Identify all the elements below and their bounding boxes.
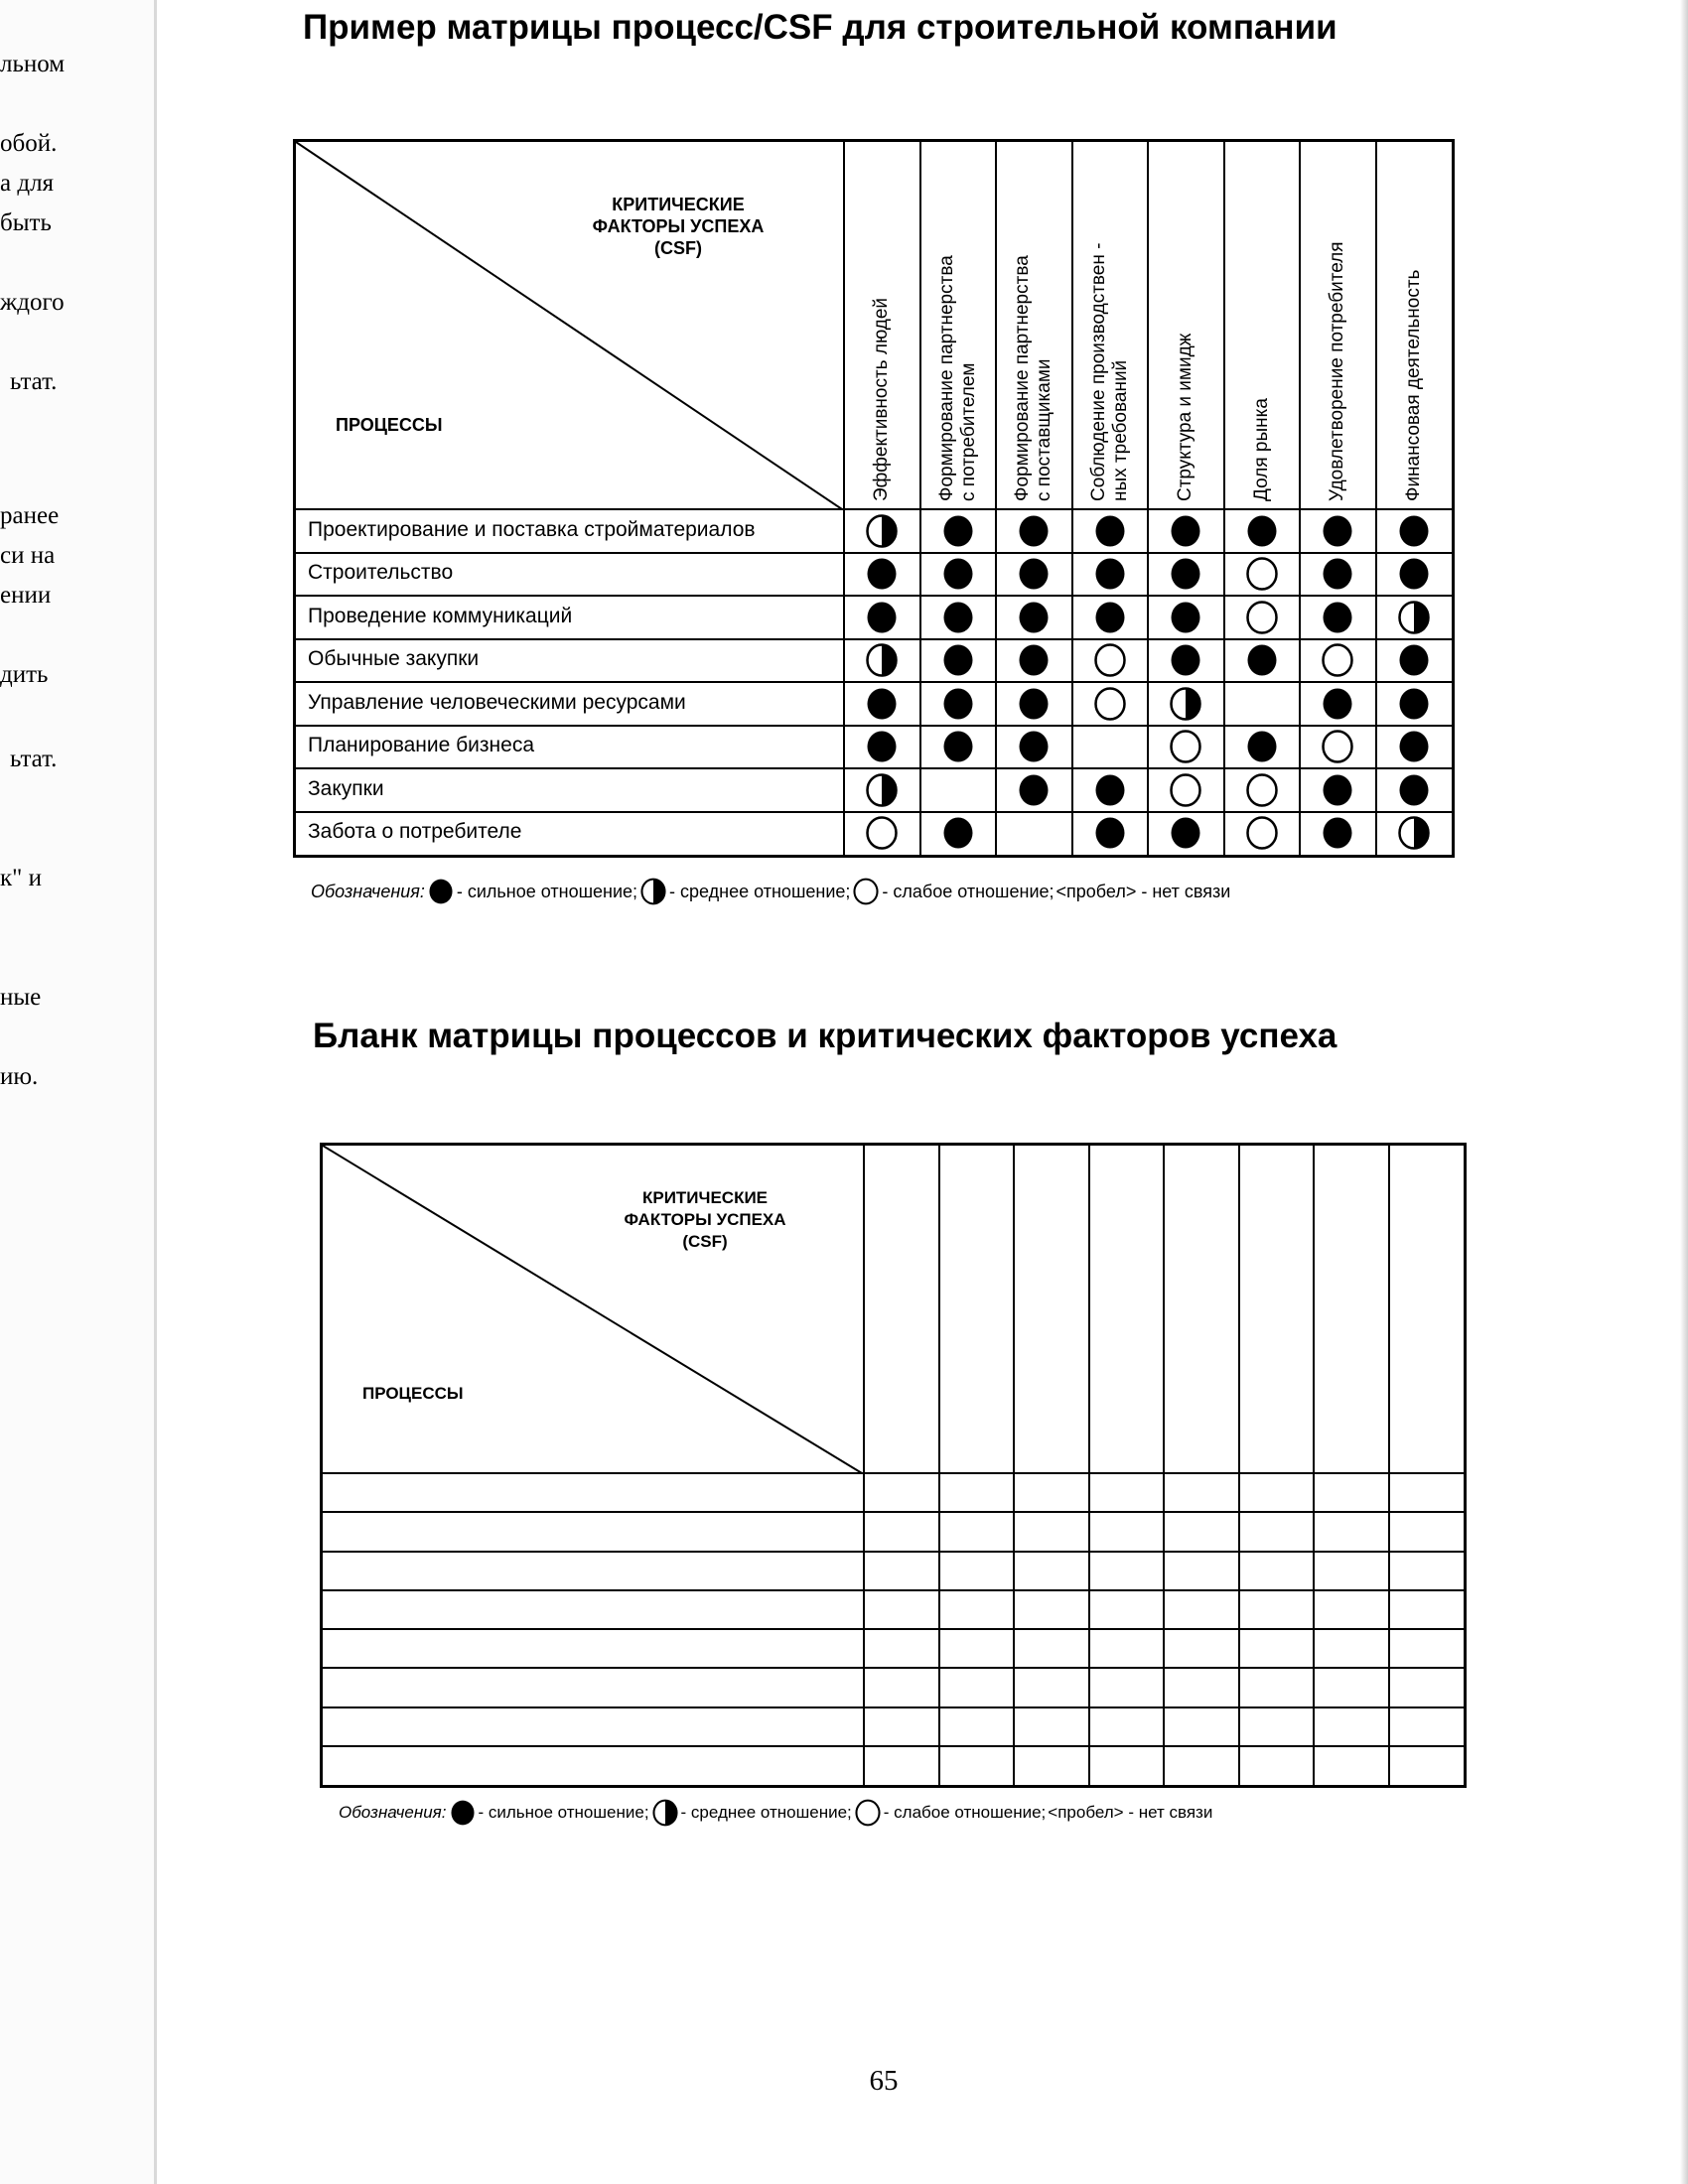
- weak-relation-icon: [1093, 687, 1127, 721]
- strong-relation-icon: [1093, 816, 1127, 850]
- row-divider: [323, 1472, 1464, 1474]
- strong-relation-icon: [1321, 557, 1354, 591]
- strong-relation-icon: [1017, 557, 1051, 591]
- example-matrix: [293, 139, 1455, 858]
- csf-header-line: (CSF): [654, 238, 702, 258]
- column-divider: [1088, 1146, 1090, 1785]
- strong-relation-icon: [1397, 557, 1431, 591]
- weak-relation-icon: [1321, 643, 1354, 677]
- legend-prefix: Обозначения:: [339, 1803, 447, 1822]
- strong-relation-icon: [1321, 773, 1354, 807]
- strong-relation-icon: [941, 514, 975, 548]
- strong-relation-icon: [1017, 601, 1051, 634]
- blank-matrix: [320, 1143, 1467, 1788]
- legend-medium: - среднее отношение;: [680, 1803, 852, 1822]
- process-row-label: Обычные закупки: [308, 647, 480, 671]
- strong-relation-icon: [865, 557, 899, 591]
- strong-relation-icon: [1169, 643, 1202, 677]
- row-divider: [323, 1589, 1464, 1591]
- legend-strong: - сильное отношение;: [478, 1803, 649, 1822]
- margin-text-fragment: си на: [0, 542, 56, 569]
- margin-text-fragment: дить: [0, 661, 49, 688]
- strong-relation-icon: [1093, 557, 1127, 591]
- margin-text-fragment: обой.: [0, 130, 58, 157]
- row-divider: [323, 1706, 1464, 1708]
- csf-column-header: Соблюдение производствен - ных требований: [1087, 242, 1131, 501]
- column-divider: [938, 1146, 940, 1785]
- example-legend: [311, 878, 1230, 905]
- strong-relation-icon: [1245, 514, 1279, 548]
- csf-column-header: Эффективность людей: [871, 297, 893, 501]
- weak-relation-icon: [1093, 643, 1127, 677]
- column-divider: [1313, 1146, 1315, 1785]
- strong-relation-icon: [1017, 730, 1051, 763]
- legend-none: <пробел> - нет связи: [1055, 881, 1231, 901]
- strong-relation-icon: [1017, 687, 1051, 721]
- csf-column-header: Формирование партнерства с поставщиками: [1012, 255, 1055, 501]
- medium-relation-icon: [639, 878, 667, 905]
- strong-relation-icon: [1169, 514, 1202, 548]
- weak-relation-icon: [1245, 773, 1279, 807]
- strong-relation-icon: [427, 878, 455, 905]
- legend-strong: - сильное отношение;: [456, 881, 638, 901]
- column-divider: [1071, 142, 1073, 855]
- strong-relation-icon: [1397, 514, 1431, 548]
- csf-header-line: КРИТИЧЕСКИЕ: [641, 1188, 769, 1207]
- matrix-corner-header: [296, 142, 844, 509]
- row-divider: [296, 595, 1452, 597]
- row-divider: [296, 638, 1452, 640]
- strong-relation-icon: [865, 730, 899, 763]
- strong-relation-icon: [941, 601, 975, 634]
- left-page-gutter: [0, 0, 157, 2184]
- strong-relation-icon: [1093, 773, 1127, 807]
- legend-weak: - слабое отношение;: [882, 881, 1055, 901]
- processes-header: ПРОЦЕССЫ: [336, 415, 443, 435]
- margin-text-fragment: а для: [0, 170, 55, 197]
- row-divider: [296, 811, 1452, 813]
- csf-column-header: Формирование партнерства с потребителем: [935, 255, 979, 501]
- column-divider: [1299, 142, 1301, 855]
- margin-text-fragment: к" и: [0, 865, 42, 891]
- strong-relation-icon: [865, 601, 899, 634]
- csf-header-line: ФАКТОРЫ УСПЕХА: [624, 1210, 786, 1229]
- page-edge-shadow: [1680, 0, 1688, 2184]
- weak-relation-icon: [852, 878, 880, 905]
- blank-legend: [339, 1799, 1212, 1827]
- margin-text-fragment: льном: [0, 51, 66, 77]
- strong-relation-icon: [1093, 601, 1127, 634]
- margin-text-fragment: ении: [0, 582, 52, 609]
- csf-header-line: КРИТИЧЕСКИЕ: [612, 195, 745, 214]
- csf-header: [611, 1187, 799, 1253]
- page-number: 65: [869, 2065, 899, 2097]
- matrix-corner-header: [323, 1146, 864, 1473]
- weak-relation-icon: [1321, 730, 1354, 763]
- legend-none: <пробел> - нет связи: [1048, 1803, 1213, 1822]
- row-divider: [296, 725, 1452, 727]
- column-divider: [919, 142, 921, 855]
- strong-relation-icon: [941, 643, 975, 677]
- legend-medium: - среднее отношение;: [669, 881, 851, 901]
- strong-relation-icon: [1397, 687, 1431, 721]
- row-divider: [323, 1628, 1464, 1630]
- row-divider: [323, 1745, 1464, 1747]
- column-divider: [1147, 142, 1149, 855]
- medium-relation-icon: [1397, 601, 1431, 634]
- example-title: Пример матрицы процесс/CSF для строительной компании: [303, 8, 1337, 47]
- row-divider: [296, 552, 1452, 554]
- strong-relation-icon: [1397, 773, 1431, 807]
- strong-relation-icon: [1093, 514, 1127, 548]
- strong-relation-icon: [1397, 730, 1431, 763]
- strong-relation-icon: [1245, 643, 1279, 677]
- margin-text-fragment: ранее: [0, 502, 60, 529]
- blank-title: Бланк матрицы процессов и критических факторов успеха: [313, 1017, 1337, 1055]
- process-row-label: Управление человеческими ресурсами: [308, 690, 686, 714]
- legend-weak: - слабое отношение;: [883, 1803, 1047, 1822]
- csf-header-line: ФАКТОРЫ УСПЕХА: [592, 216, 765, 236]
- medium-relation-icon: [651, 1799, 679, 1827]
- margin-text-fragment: ные: [0, 984, 42, 1011]
- process-row-label: Закупки: [308, 776, 384, 800]
- weak-relation-icon: [1245, 816, 1279, 850]
- process-row-label: Проведение коммуникаций: [308, 604, 573, 627]
- row-divider: [323, 1551, 1464, 1553]
- process-row-label: Планирование бизнеса: [308, 734, 534, 757]
- strong-relation-icon: [1397, 643, 1431, 677]
- column-divider: [995, 142, 997, 855]
- strong-relation-icon: [1321, 687, 1354, 721]
- weak-relation-icon: [1169, 773, 1202, 807]
- strong-relation-icon: [941, 816, 975, 850]
- column-divider: [1238, 1146, 1240, 1785]
- weak-relation-icon: [1169, 730, 1202, 763]
- medium-relation-icon: [1169, 687, 1202, 721]
- csf-header: [584, 194, 773, 259]
- column-divider: [1375, 142, 1377, 855]
- process-row-label: Забота о потребителе: [308, 820, 522, 844]
- csf-column-header: Доля рынка: [1250, 398, 1272, 501]
- weak-relation-icon: [1245, 601, 1279, 634]
- processes-header: ПРОЦЕССЫ: [362, 1384, 464, 1403]
- column-divider: [863, 1146, 865, 1785]
- strong-relation-icon: [449, 1799, 477, 1827]
- margin-text-fragment: ьтат.: [10, 368, 58, 395]
- strong-relation-icon: [1169, 601, 1202, 634]
- strong-relation-icon: [1017, 643, 1051, 677]
- medium-relation-icon: [1397, 816, 1431, 850]
- strong-relation-icon: [1169, 816, 1202, 850]
- row-divider: [296, 767, 1452, 769]
- column-divider: [1388, 1146, 1390, 1785]
- margin-text-fragment: ию.: [0, 1063, 39, 1090]
- row-divider: [323, 1667, 1464, 1669]
- csf-column-header: Структура и имидж: [1175, 333, 1196, 501]
- process-row-label: Строительство: [308, 561, 454, 585]
- strong-relation-icon: [1169, 557, 1202, 591]
- column-divider: [1013, 1146, 1015, 1785]
- row-divider: [323, 1511, 1464, 1513]
- column-divider: [1223, 142, 1225, 855]
- weak-relation-icon: [865, 816, 899, 850]
- process-row-label: Проектирование и поставка стройматериалов: [308, 517, 756, 541]
- strong-relation-icon: [941, 557, 975, 591]
- weak-relation-icon: [854, 1799, 882, 1827]
- strong-relation-icon: [1017, 514, 1051, 548]
- weak-relation-icon: [1245, 557, 1279, 591]
- strong-relation-icon: [1245, 730, 1279, 763]
- csf-column-header: Удовлетворение потребителя: [1327, 241, 1348, 501]
- column-divider: [843, 142, 845, 855]
- strong-relation-icon: [1017, 773, 1051, 807]
- strong-relation-icon: [1321, 601, 1354, 634]
- row-divider: [296, 681, 1452, 683]
- strong-relation-icon: [1321, 514, 1354, 548]
- strong-relation-icon: [941, 687, 975, 721]
- margin-text-fragment: ждого: [0, 289, 65, 316]
- medium-relation-icon: [865, 643, 899, 677]
- strong-relation-icon: [941, 730, 975, 763]
- medium-relation-icon: [865, 514, 899, 548]
- strong-relation-icon: [865, 687, 899, 721]
- column-divider: [1163, 1146, 1165, 1785]
- strong-relation-icon: [1321, 816, 1354, 850]
- medium-relation-icon: [865, 773, 899, 807]
- csf-header-line: (CSF): [682, 1232, 728, 1251]
- margin-text-fragment: ьтат.: [10, 746, 58, 772]
- csf-column-header: Финансовая деятельность: [1402, 269, 1424, 501]
- margin-text-fragment: быть: [0, 209, 52, 236]
- legend-prefix: Обозначения:: [311, 881, 425, 901]
- row-divider: [296, 508, 1452, 510]
